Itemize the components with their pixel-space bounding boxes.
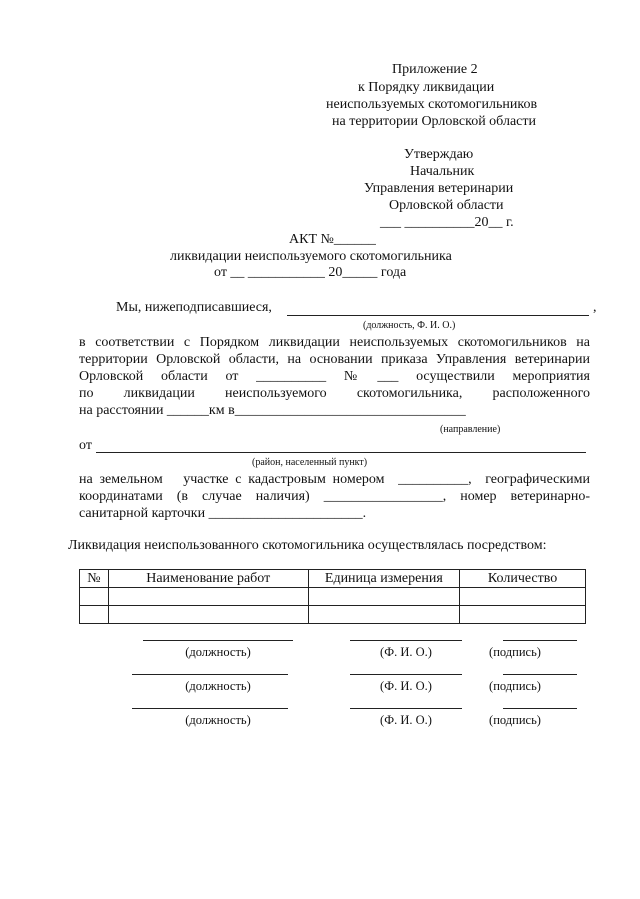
para1-line5: на расстоянии ______км в_________________________________: [79, 403, 466, 418]
table-row: [80, 588, 586, 606]
approval-date: ___ __________20__ г.: [380, 215, 514, 230]
sign-blank[interactable]: [503, 674, 577, 675]
fio-blank[interactable]: [350, 708, 462, 709]
approval-region: Орловской области: [389, 198, 504, 213]
para1-line4: по ликвидации неиспользуемого скотомогильника, расположенного: [79, 386, 590, 401]
approval-title: Утверждаю: [404, 147, 474, 162]
works-table: [79, 569, 586, 624]
ot-label: от: [79, 438, 92, 453]
table-cell[interactable]: [80, 588, 109, 606]
act-date: от __ ___________ 20_____ года: [214, 265, 407, 280]
act-title: АКТ №______: [289, 232, 376, 247]
act-subtitle: ликвидации неиспользуемого скотомогильника: [170, 249, 452, 264]
sign-caption: (подпись): [489, 679, 541, 693]
col-unit: Единица измерения: [308, 570, 460, 588]
signed-blank: [287, 315, 589, 316]
position-caption: (должность): [185, 679, 251, 693]
appendix-number: Приложение 2: [392, 62, 478, 77]
table-cell[interactable]: [108, 606, 308, 624]
table-cell[interactable]: [108, 588, 308, 606]
signed-label: Мы, нижеподписавшиеся,: [116, 300, 272, 315]
position-blank[interactable]: [132, 674, 288, 675]
table-cell[interactable]: [460, 606, 586, 624]
sign-blank[interactable]: [503, 708, 577, 709]
sign-blank[interactable]: [503, 640, 577, 641]
note-fio: (должность, Ф. И. О.): [363, 320, 456, 331]
para2-line2: координатами (в случае наличия) _________________, номер ветеринарно-: [79, 489, 590, 504]
table-cell[interactable]: [80, 606, 109, 624]
col-work-name: Наименование работ: [108, 570, 308, 588]
signed-comma: ,: [593, 300, 597, 315]
approval-position: Начальник: [410, 164, 475, 179]
sign-caption: (подпись): [489, 713, 541, 727]
position-caption: (должность): [185, 645, 251, 659]
position-blank[interactable]: [143, 640, 293, 641]
position-blank[interactable]: [132, 708, 288, 709]
fio-caption: (Ф. И. О.): [380, 713, 432, 727]
col-number: №: [80, 570, 109, 588]
table-cell[interactable]: [308, 606, 460, 624]
note-district: (район, населенный пункт): [252, 457, 368, 468]
table-header-row: [80, 570, 586, 588]
position-caption: (должность): [185, 713, 251, 727]
approval-department: Управления ветеринарии: [364, 181, 514, 196]
appendix-ref-2: неиспользуемых скотомогильников: [326, 97, 538, 112]
para2-line1: на земельном участке с кадастровым номером __________, географическими: [79, 472, 590, 487]
fio-blank[interactable]: [350, 674, 462, 675]
para1-line1: в соответствии с Порядком ликвидации неиспользуемых скотомогильников на: [79, 335, 590, 350]
para1-line3: Орловской области от __________ № ___ осуществили мероприятия: [79, 369, 590, 384]
note-direction: (направление): [440, 424, 501, 435]
fio-blank[interactable]: [350, 640, 462, 641]
fio-caption: (Ф. И. О.): [380, 679, 432, 693]
table-cell[interactable]: [460, 588, 586, 606]
table-row: [80, 606, 586, 624]
col-quantity: Количество: [460, 570, 586, 588]
appendix-ref: к Порядку ликвидации: [358, 80, 495, 95]
ot-blank: [96, 452, 586, 453]
para2-line3: санитарной карточки ______________________.: [79, 506, 367, 521]
para1-line2: территории Орловской области, на основании приказа Управления ветеринарии: [79, 352, 590, 367]
sign-caption: (подпись): [489, 645, 541, 659]
fio-caption: (Ф. И. О.): [380, 645, 432, 659]
appendix-ref-3: на территории Орловской области: [332, 114, 536, 129]
liquidation-statement: Ликвидация неиспользованного скотомогильника осуществлялась посредством:: [68, 538, 547, 553]
table-cell[interactable]: [308, 588, 460, 606]
